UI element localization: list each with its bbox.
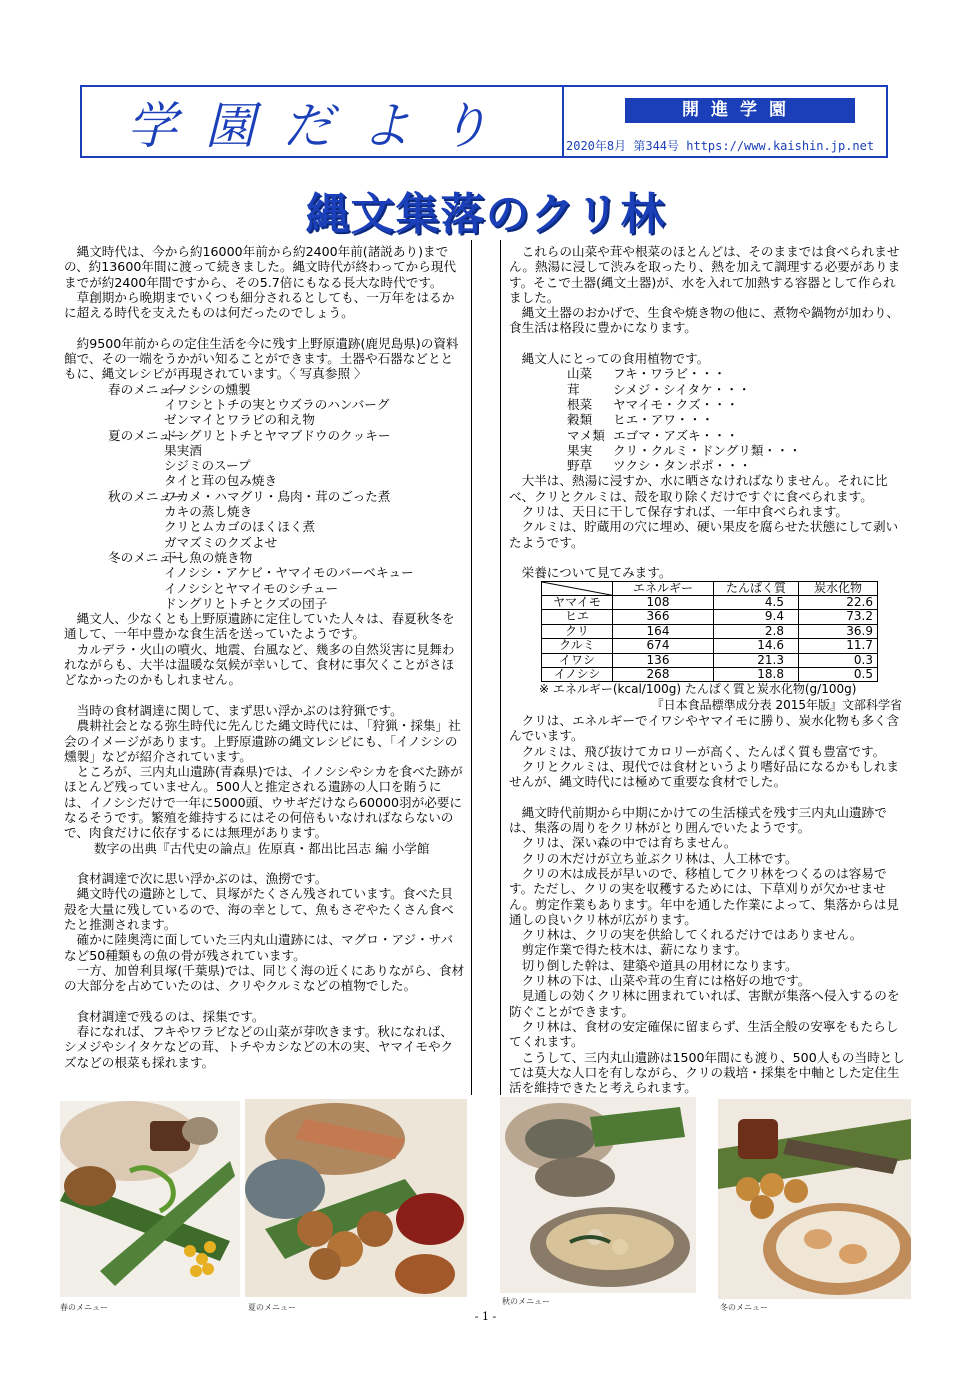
page-number: - 1 - — [474, 1310, 497, 1323]
paragraph: クリの木は成長が早いので、移植してクリ林をつくるのは容易です。ただし、クリの実を収穫するためには、下草刈りが欠かせません。剪定作業もあります。年中を通した作業によって、集落からは見通しの良いクリ林が広がります。 — [509, 865, 899, 927]
photo-strip — [0, 1097, 971, 1312]
table-header-row — [542, 581, 878, 595]
paragraph: こうして、三内丸山遺跡は1500年間にも渡り、500人もの当時としては莫大な人口を有しながら、クリの栽培・採集を中軸とした定住生活を維持できたと考えられます。 — [509, 1049, 905, 1096]
table-row — [542, 653, 878, 667]
plant-category: 山菜 — [567, 366, 593, 382]
plant-items: クリ・クルミ・ドングリ類・・・ — [613, 442, 802, 458]
paragraph: 縄文土器のおかげで、生食や焼き物の他に、煮物や鍋物が加わり、食生活は格段に豊かになります。 — [509, 305, 900, 336]
plant-row — [509, 397, 908, 412]
menu-row — [64, 504, 465, 519]
menu-row — [64, 519, 465, 534]
table-row — [542, 610, 878, 624]
left-column — [60, 240, 472, 1095]
plant-category: 果実 — [567, 442, 593, 458]
table-note: ※ エネルギー(kcal/100g) たんぱく質と炭水化物(g/100g) — [539, 682, 857, 697]
nutrition-table — [541, 581, 878, 683]
energy-value: 674 — [613, 639, 714, 653]
paragraph: 縄文時代前期から中期にかけての生活様式を残す三内丸山遺跡では、集落の周りをクリ林がとり囲んでいたようです。 — [509, 804, 887, 836]
plant-row — [509, 366, 908, 381]
newsletter-header — [80, 85, 888, 158]
paragraph: 縄文人、少なくとも上野原遺跡に定住していた人々は、春夏秋冬を通して、一年中豊かな食生活を送っていたようです。 — [64, 611, 455, 642]
food-name: ヤマイモ — [542, 595, 613, 609]
menu-item: カキの蒸し焼き — [164, 504, 253, 520]
menu-item: タイと茸の包み焼き — [164, 473, 278, 489]
paragraph: 縄文人にとっての食用植物です。 — [521, 351, 710, 367]
plant-items: シメジ・シイタケ・・・ — [613, 381, 751, 397]
plant-list — [509, 366, 908, 473]
paragraph: クルミは、飛び抜けてカロリーが高く、たんぱく質も豊富です。 — [521, 743, 886, 759]
carb-value: 0.5 — [799, 667, 878, 681]
plant-items: ヒエ・アワ・・・ — [613, 412, 714, 428]
plant-items: ツクシ・タンポポ・・・ — [613, 458, 752, 474]
menu-item: イノシシとヤマイモのシチュー — [164, 580, 339, 596]
issue-info: 2020年8月 第344号 https://www.kaishin.jp.net — [566, 139, 875, 153]
energy-value: 108 — [613, 595, 714, 609]
menu-season: 冬のメニュー — [108, 549, 184, 565]
column-header: たんぱく質 — [714, 581, 799, 595]
table-row — [542, 667, 878, 681]
paragraph: クリの木だけが立ち並ぶクリ林は、人工林です。 — [521, 850, 798, 866]
protein-value: 21.3 — [714, 653, 799, 667]
paragraph: 切り倒した幹は、建築や道具の用材になります。 — [521, 957, 798, 973]
photo-caption: 冬のメニュー — [720, 1303, 768, 1312]
menu-item: ドングリとトチとクズの団子 — [164, 595, 328, 611]
paragraph: 草創期から晩期までいくつも細分されるとしても、一万年をはるかに超える時代を支えたものは何だったのでしょう。 — [64, 289, 455, 321]
food-name: クリ — [542, 624, 613, 638]
paragraph: クリは、天日に干して保存すれば、一年中食べられます。 — [521, 504, 849, 520]
paragraph: クリ林の下は、山菜や茸の生育には格好の地です。 — [521, 973, 811, 989]
paragraph: カルデラ・火山の噴火、地震、台風など、幾多の自然災害に見舞われながらも、大半は温暖な気候が幸いして、食材に事欠くことがさほどなかったのかもしれません。 — [64, 641, 455, 688]
column-header: エネルギー — [613, 581, 714, 595]
menu-item: イワシとトチの実とウズラのハンバーグ — [164, 396, 390, 412]
paragraph: 大半は、熱湯に浸すか、水に晒さなければなりません。それに比べ、クリとクルミは、殻を取り除くだけですぐに食べられます。 — [509, 473, 888, 504]
plant-category: 穀類 — [567, 412, 593, 428]
paragraph: 剪定作業で得た枝木は、薪になります。 — [521, 942, 748, 958]
table-row — [542, 595, 878, 609]
menu-season: 夏のメニュー — [108, 427, 184, 443]
plant-category: 根菜 — [567, 396, 593, 412]
menu-row — [64, 443, 465, 458]
menu-row — [64, 581, 465, 596]
energy-value: 268 — [613, 667, 714, 681]
newsletter-title: 学園だより — [82, 87, 564, 156]
menu-item: ゼンマイとワラビの和え物 — [164, 412, 315, 428]
paragraph: 縄文時代の遺跡として、貝塚がたくさん残されています。食べた貝殻を大量に残しているので、海の幸として、魚もさぞやたくさん食べたと推測されます。 — [64, 886, 454, 933]
plant-category: 茸 — [567, 381, 580, 397]
carb-value: 73.2 — [799, 610, 878, 624]
menu-item: イノシシの燻製 — [164, 381, 251, 397]
energy-value: 366 — [613, 610, 714, 624]
paragraph: 栄養について見てみます。 — [521, 565, 672, 581]
paragraph: 食材調達で残るのは、採集です。 — [76, 1008, 265, 1024]
protein-value: 14.6 — [714, 639, 799, 653]
plant-row — [509, 458, 908, 473]
menu-item: ガマズミのクズよせ — [164, 534, 278, 550]
menu-season: 春のメニュー — [108, 381, 184, 397]
photo-caption: 春のメニュー — [60, 1303, 108, 1312]
menu-item: 干し魚の焼き物 — [164, 549, 253, 565]
protein-value: 2.8 — [714, 624, 799, 638]
menu-row — [64, 382, 465, 397]
photo-caption: 秋のメニュー — [502, 1297, 550, 1306]
plant-items: フキ・ワラビ・・・ — [613, 366, 726, 382]
paragraph: 約9500年前からの定住生活を今に残す上野原遺跡(鹿児島県)の資料館で、その一端をうかがい知ることができます。土器や石器などとともに、縄文レシピが再現されています。〈 写真参照 〉 — [64, 335, 459, 382]
menu-item: シジミのスープ — [164, 458, 251, 474]
plant-row — [509, 382, 908, 397]
table-row — [542, 639, 878, 653]
menu-item: イノシシ・アケビ・ヤマイモのバーベキュー — [164, 565, 414, 581]
article-title: 縄文集落のクリ林 — [305, 189, 666, 240]
food-name: クルミ — [542, 639, 613, 653]
menu-row — [64, 473, 465, 488]
menu-row — [64, 489, 465, 504]
plant-row — [509, 412, 908, 427]
autumn-menu-photo — [500, 1097, 696, 1293]
menu-row — [64, 535, 465, 550]
table-corner — [542, 581, 613, 595]
menu-list — [64, 382, 465, 611]
paragraph: 縄文時代は、今から約16000年前から約2400年前(諸説あり)までの、約13600年間に渡って続きました。縄文時代が終わってから現代までが約2400年間ですから、その5.7倍にもなる長大な時代です。 — [64, 244, 457, 290]
winter-menu-photo — [718, 1099, 911, 1299]
paragraph: 春になれば、フキやワラビなどの山菜が芽吹きます。秋になれば、シメジやシイタケなどの茸、トチやカシなどの木の実、ヤマイモやクズなどの根菜も採れます。 — [64, 1024, 454, 1070]
paragraph: 食材調達で次に思い浮かぶのは、漁撈です。 — [76, 871, 328, 887]
protein-value: 9.4 — [714, 610, 799, 624]
menu-row — [64, 412, 465, 427]
menu-row — [64, 458, 465, 473]
paragraph: クルミは、貯蔵用の穴に埋め、硬い果皮を腐らせた状態にして剥いたようです。 — [509, 519, 899, 550]
plant-row — [509, 428, 908, 443]
menu-item: 果実酒 — [164, 442, 202, 458]
menu-row — [64, 428, 465, 443]
food-name: ヒエ — [542, 610, 613, 624]
source-citation: 数字の出典『古代史の論点』佐原真・都出比呂志 編 小学館 — [94, 840, 430, 856]
spring-menu-photo — [60, 1101, 240, 1297]
menu-row — [64, 397, 465, 412]
plant-items: エゴマ・アズキ・・・ — [613, 427, 739, 443]
protein-value: 18.8 — [714, 667, 799, 681]
plant-category: 野草 — [567, 458, 593, 474]
energy-value: 136 — [613, 653, 714, 667]
plant-category: マメ類 — [567, 427, 605, 443]
paragraph: クリ林は、クリの実を供給してくれるだけではありません。 — [521, 927, 863, 943]
menu-item: クリとムカゴのほくほく煮 — [164, 519, 316, 535]
paragraph: これらの山菜や茸や根菜のほとんどは、そのままでは食べられません。熱湯に浸して渋みを取ったり、熱を加えて調理する必要があります。そこで土器(縄文土器)が、水を入れて加熱する容器として作られました。 — [509, 244, 901, 305]
paragraph: クリは、エネルギーでイワシやヤマイモに勝り、炭水化物も多く含んでいます。 — [509, 712, 900, 744]
plant-row — [509, 443, 908, 458]
paragraph: ところが、三内丸山遺跡(青森県)では、イノシシやシカを食べた跡がほとんど残っていません。500人と推定される遺跡の人口を賄うには、イノシシだけで一年に5000頭、ウサギだけなら60000羽が必要になるそうです。繁殖を維持するにはその何倍もいなければならないので、肉食だけに依存するには無理があります。 — [64, 764, 463, 841]
school-name-badge: 開進学園 — [625, 98, 855, 123]
paragraph: クリ林は、食材の安定確保に留まらず、生活全般の安寧をもたらしてくれます。 — [509, 1018, 899, 1050]
food-name: イワシ — [542, 653, 613, 667]
menu-row — [64, 596, 465, 611]
paragraph: 当時の食材調達に関して、まず思い浮かぶのは狩猟です。 — [76, 702, 403, 718]
summer-menu-photo — [245, 1099, 467, 1297]
photo-caption: 夏のメニュー — [248, 1303, 296, 1312]
menu-item: ドングリとトチとヤマブドウのクッキー — [164, 427, 391, 443]
food-name: イノシシ — [542, 667, 613, 681]
paragraph: クリは、深い森の中では育ちません。 — [521, 835, 737, 851]
menu-row — [64, 565, 465, 580]
paragraph: 確かに陸奥湾に面していた三内丸山遺跡には、マグロ・アジ・サバなど50種類もの魚の骨が残されています。 — [64, 932, 454, 963]
table-source: 『日本食品標準成分表 2015年版』文部科学省 — [651, 697, 902, 712]
carb-value: 36.9 — [799, 624, 878, 638]
right-column — [500, 240, 912, 1095]
protein-value: 4.5 — [714, 595, 799, 609]
table-row — [542, 624, 878, 638]
paragraph: クリとクルミは、現代では食材というより嗜好品になるかもしれませんが、縄文時代には極めて重要な食材でした。 — [509, 758, 900, 790]
paragraph: 見通しの効くクリ林に囲まれていれば、害獣が集落へ侵入するのを防ぐことができます。 — [509, 988, 900, 1019]
carb-value: 22.6 — [799, 595, 878, 609]
paragraph: 農耕社会となる弥生時代に先んじた縄文時代には、「狩猟・採集」社会のイメージがあります。上野原遺跡の縄文レシピにも、「イノシシの燻製」などが紹介されています。 — [64, 718, 461, 764]
menu-season: 秋のメニュー — [108, 488, 184, 504]
energy-value: 164 — [613, 624, 714, 638]
menu-item: ワカメ・ハマグリ・鳥肉・茸のごった煮 — [164, 488, 391, 504]
menu-row — [64, 550, 465, 565]
carb-value: 0.3 — [799, 653, 878, 667]
carb-value: 11.7 — [799, 639, 878, 653]
plant-items: ヤマイモ・クズ・・・ — [613, 396, 739, 412]
column-header: 炭水化物 — [799, 581, 878, 595]
paragraph: 一方、加曽利貝塚(千葉県)では、同じく海の近くにありながら、食材の大部分を占めていたのは、クリやクルミなどの植物でした。 — [64, 962, 465, 994]
